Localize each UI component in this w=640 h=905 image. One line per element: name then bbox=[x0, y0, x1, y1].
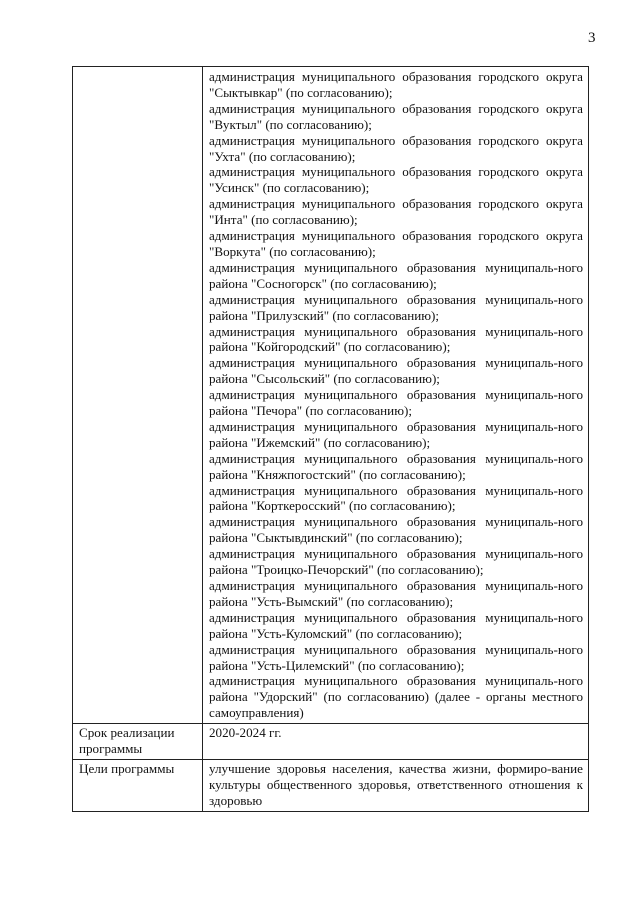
term-value: 2020-2024 гг. bbox=[203, 724, 589, 760]
executor-item: администрация муниципального образования муниципаль-ного района "Удорский" (по согласованию) (далее - органы местного самоуправления) bbox=[209, 673, 583, 721]
executors-list-cell bbox=[203, 67, 589, 724]
executor-item: администрация муниципального образования городского округа "Усинск" (по согласованию); bbox=[209, 164, 583, 196]
executor-item: администрация муниципального образования муниципаль-ного района "Усть-Вымский" (по согласованию); bbox=[209, 578, 583, 609]
executor-item: администрация муниципального образования муниципаль-ного района "Корткеросский" (по согласованию); bbox=[209, 482, 583, 514]
executor-item: администрация муниципального образования городского округа "Вуктыл" (по согласованию); bbox=[209, 100, 583, 132]
executor-item: администрация муниципального образования муниципаль-ного района "Троицко-Печорский" (по согласованию); bbox=[209, 546, 583, 578]
executor-item: администрация муниципального образования муниципаль-ного района "Печора" (по согласованию); bbox=[209, 387, 583, 419]
executor-item: администрация муниципального образования муниципаль-ного района "Усть-Цилемский" (по согласованию); bbox=[209, 641, 583, 673]
program-passport-table bbox=[72, 66, 589, 812]
executor-item: администрация муниципального образования городского округа "Воркута" (по согласованию); bbox=[209, 228, 583, 259]
executor-item: администрация муниципального образования муниципаль-ного района "Усть-Куломский" (по согласованию); bbox=[209, 609, 583, 641]
goals-label: Цели программы bbox=[73, 759, 203, 811]
page-number: 3 bbox=[588, 30, 596, 46]
executor-item: администрация муниципального образования городского округа "Ухта" (по согласованию); bbox=[209, 132, 583, 164]
executor-item: администрация муниципального образования городского округа "Инта" (по согласованию); bbox=[209, 196, 583, 228]
table-row-executors bbox=[73, 67, 589, 724]
table-row-term bbox=[73, 724, 589, 760]
term-label: Срок реализации программы bbox=[73, 724, 203, 760]
executors-label-cell bbox=[73, 67, 203, 724]
executor-item: администрация муниципального образования муниципаль-ного района "Койгородский" (по согласованию); bbox=[209, 323, 583, 355]
table-row-goals bbox=[73, 759, 589, 811]
executor-item: администрация муниципального образования муниципаль-ного района "Сосногорск" (по согласованию); bbox=[209, 259, 583, 291]
goals-value: улучшение здоровья населения, качества жизни, формиро-вание культуры общественного здоровья, ответственного отношения к здоровью bbox=[203, 759, 589, 811]
executor-item: администрация муниципального образования муниципаль-ного района "Сыктывдинский" (по согласованию); bbox=[209, 514, 583, 546]
executor-item: администрация муниципального образования муниципаль-ного района "Ижемский" (по согласованию); bbox=[209, 418, 583, 450]
executor-item: администрация муниципального образования муниципаль-ного района "Княжпогостский" (по согласованию); bbox=[209, 450, 583, 482]
executor-item: администрация муниципального образования муниципаль-ного района "Прилузский" (по согласованию); bbox=[209, 291, 583, 323]
executor-item: администрация муниципального образования муниципаль-ного района "Сысольский" (по согласованию); bbox=[209, 355, 583, 387]
executor-item: администрация муниципального образования городского округа "Сыктывкар" (по согласованию); bbox=[209, 69, 583, 100]
